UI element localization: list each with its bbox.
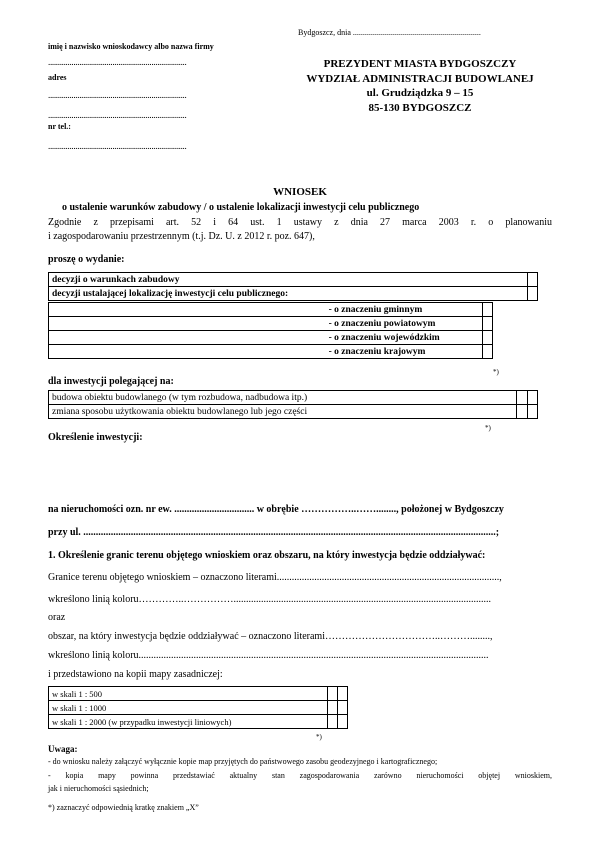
- applicant-label: imię i nazwisko wnioskodawcy albo nazwa firmy: [48, 42, 214, 51]
- request-label: proszę o wydanie:: [48, 254, 125, 265]
- checkbox[interactable]: [517, 405, 527, 419]
- investment-type-table: [48, 390, 538, 419]
- map-copy-label: i przedstawiono na kopii mapy zasadniczej:: [48, 669, 223, 680]
- form-subtitle: o ustalenie warunków zabudowy / o ustalenie lokalizacji inwestycji celu publicznego: [62, 202, 420, 213]
- scale-row-1[interactable]: [49, 687, 348, 701]
- checkbox[interactable]: [482, 331, 492, 345]
- impact-area-letters-field[interactable]: obszar, na który inwestycja będzie oddziaływać – oznaczono literami……………………………..………........,: [48, 631, 493, 642]
- checkbox[interactable]: [527, 273, 537, 287]
- checkbox[interactable]: [517, 391, 527, 405]
- scale-row-3[interactable]: [49, 715, 348, 729]
- form-title: WNIOSEK: [273, 186, 327, 198]
- investment-type-row-1[interactable]: [49, 391, 538, 405]
- checkbox[interactable]: [527, 391, 537, 405]
- impact-area-color-field[interactable]: wkreślono linią koloru............................................................................................................................................: [48, 650, 489, 661]
- recipient-line-3: ul. Grudziądzka 9 – 15: [366, 87, 474, 99]
- checkbox[interactable]: [527, 405, 537, 419]
- checkbox[interactable]: [337, 687, 347, 701]
- phone-label: nr tel.:: [48, 122, 71, 131]
- scope-row-3[interactable]: [49, 331, 493, 345]
- recipient-line-1: PREZYDENT MIASTA BYDGOSZCZY: [323, 58, 517, 70]
- footnote-mark: *): [316, 733, 322, 741]
- checkbox[interactable]: [482, 345, 492, 359]
- note-3: jak i nieruchomości sąsiednich;: [48, 784, 149, 793]
- checkbox-footnote: *) zaznaczyć odpowiednią kratkę znakiem „X”: [48, 803, 199, 812]
- scope-row-4[interactable]: [49, 345, 493, 359]
- intro-line-2: i zagospodarowaniu przestrzennym (t.j. Dz. U. z 2012 r. poz. 647),: [48, 231, 315, 242]
- scale-option: w skali 1 : 2000 (w przypadku inwestycji liniowych): [49, 715, 328, 729]
- address-field-1[interactable]: .......................................................................: [48, 90, 187, 100]
- checkbox[interactable]: [337, 701, 347, 715]
- recipient-line-2: WYDZIAŁ ADMINISTRACJI BUDOWLANEJ: [306, 72, 534, 85]
- intro-line-1: Zgodnie z przepisami art. 52 i 64 ust. 1 ustawy z dnia 27 marca 2003 r. o planowaniu: [48, 217, 552, 228]
- investment-definition-field[interactable]: [48, 448, 552, 492]
- public-purpose-table: [48, 302, 493, 359]
- notes-title: Uwaga:: [48, 744, 78, 754]
- decision-option-label: decyzji ustalającej lokalizację inwestycji celu publicznego:: [49, 287, 528, 301]
- boundary-color-field[interactable]: wkreślono linią koloru…………..…………….......................................................................................................: [48, 594, 492, 605]
- investment-type-label: dla inwestycji polegającej na:: [48, 376, 174, 387]
- property-line-1[interactable]: na nieruchomości ozn. nr ew. ................................ w obrębie ……………..……........, położonej w Bydgoszczy: [48, 504, 504, 515]
- note-2: - kopia mapy powinna przedstawiać aktualny stan zagospodarowania zarówno nieruchomości objętej wnioskiem,: [48, 771, 552, 780]
- scale-option: w skali 1 : 1000: [49, 701, 328, 715]
- section1-heading: 1. Określenie granic terenu objętego wnioskiem oraz obszaru, na który inwestycja będzie oddziaływać:: [48, 550, 486, 561]
- boundary-letters-field[interactable]: Granice terenu objętego wnioskiem – oznaczono literami.........................................................................................,: [48, 572, 502, 583]
- scope-label: - o znaczeniu powiatowym: [326, 317, 483, 331]
- decision-option-row-1[interactable]: [49, 273, 538, 287]
- checkbox[interactable]: [527, 287, 537, 301]
- note-1: - do wniosku należy załączyć wyłącznie kopie map przyjętych do państwowego zasobu geodezyjnego i kartograficznego;: [48, 757, 438, 766]
- applicant-field[interactable]: .......................................................................: [48, 57, 187, 67]
- decision-option-row-2[interactable]: [49, 287, 538, 301]
- decision-option-label: decyzji o warunkach zabudowy: [49, 273, 528, 287]
- recipient-line-4: 85-130 BYDGOSZCZ: [368, 101, 472, 114]
- checkbox[interactable]: [327, 701, 337, 715]
- scope-label: - o znaczeniu wojewódzkim: [326, 331, 483, 345]
- checkbox[interactable]: [482, 303, 492, 317]
- scale-table: [48, 686, 348, 729]
- checkbox[interactable]: [337, 715, 347, 729]
- investment-definition-label: Określenie inwestycji:: [48, 432, 143, 443]
- phone-field[interactable]: .......................................................................: [48, 141, 187, 151]
- scale-row-2[interactable]: [49, 701, 348, 715]
- scale-option: w skali 1 : 500: [49, 687, 328, 701]
- recipient-block: [270, 57, 570, 115]
- checkbox[interactable]: [327, 687, 337, 701]
- investment-type-row-2[interactable]: [49, 405, 538, 419]
- footnote-mark: *): [485, 424, 491, 432]
- investment-type-option: budowa obiektu budowlanego (w tym rozbudowa, nadbudowa itp.): [49, 391, 517, 405]
- scope-label: - o znaczeniu krajowym: [326, 345, 483, 359]
- address-label: adres: [48, 73, 67, 82]
- footnote-mark: *): [493, 368, 499, 376]
- address-field-2[interactable]: .......................................................................: [48, 110, 187, 120]
- scope-row-1[interactable]: [49, 303, 493, 317]
- decision-options-table: [48, 272, 538, 301]
- place-date[interactable]: Bydgoszcz, dnia ................................................................: [298, 28, 481, 37]
- checkbox[interactable]: [327, 715, 337, 729]
- scope-label: - o znaczeniu gminnym: [326, 303, 483, 317]
- section1-oraz: oraz: [48, 612, 66, 623]
- scope-row-2[interactable]: [49, 317, 493, 331]
- property-line-2[interactable]: przy ul. .....................................................................................................................................................................;: [48, 527, 500, 538]
- checkbox[interactable]: [482, 317, 492, 331]
- investment-type-option: zmiana sposobu użytkowania obiektu budowlanego lub jego części: [49, 405, 517, 419]
